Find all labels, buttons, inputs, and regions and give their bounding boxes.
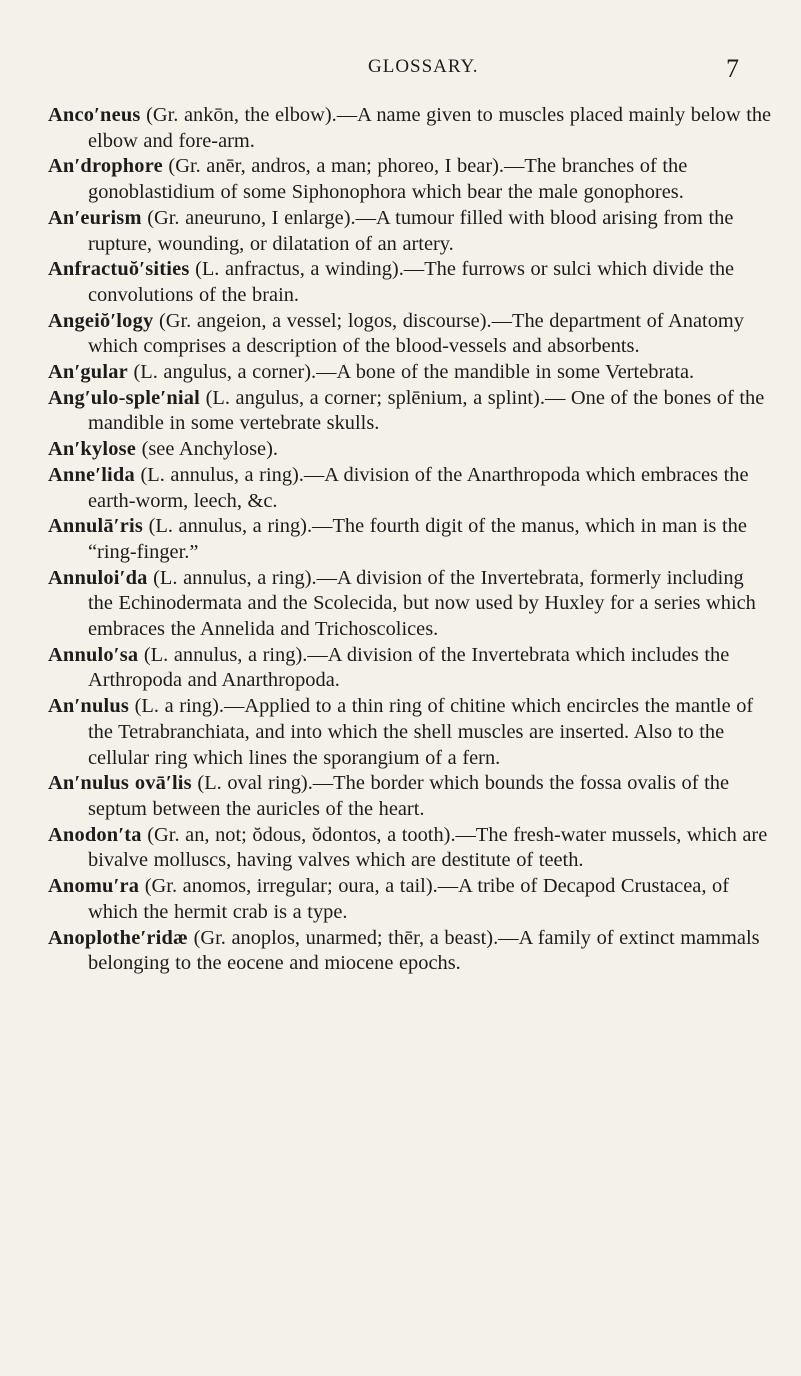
glossary-entry — [48, 771, 772, 822]
glossary-entry — [48, 309, 772, 360]
definition: (L. oval ring).—The border which bounds the fossa ovalis of the septum between the auricles of the heart. — [88, 772, 730, 820]
glossary-entries — [48, 103, 772, 977]
definition: (Gr. anēr, andros, a man; phoreo, I bear).—The branches of the gonoblastidium of some Siphonophora which bear the male gonophores. — [88, 155, 688, 204]
glossary-entry — [48, 206, 772, 257]
headword: Annulo′sa — [48, 643, 139, 666]
headword: Anco′neus — [48, 104, 141, 126]
definition: (L. anfractus, a winding).—The furrows or sulci which divide the convolutions of the brain. — [88, 258, 735, 306]
glossary-entry — [48, 643, 772, 694]
definition: (Gr. anomos, irregular; oura, a tail).—A tribe of Decapod Crustacea, of which the hermit crab is a type. — [88, 875, 729, 923]
headword: Anoplothe′ridæ — [48, 926, 188, 949]
headword: An′kylose — [48, 438, 136, 461]
definition: (Gr. an, not; ŏdous, ŏdontos, a tooth).—The fresh-water mussels, which are bivalve molluscs, having valves which are destitute of teeth. — [88, 823, 768, 872]
headword: An′eurism — [48, 206, 142, 229]
glossary-entry — [48, 823, 772, 874]
glossary-entry — [48, 926, 772, 977]
glossary-entry — [48, 874, 772, 925]
glossary-entry — [48, 103, 772, 154]
running-title: GLOSSARY. — [368, 56, 479, 77]
glossary-entry — [48, 154, 772, 205]
glossary-entry — [48, 514, 772, 565]
headword: Annuloi′da — [48, 566, 148, 589]
headword: Anomu′ra — [48, 875, 140, 898]
page-number: 7 — [726, 54, 739, 83]
glossary-entry — [48, 257, 772, 308]
headword: Ang′ulo-sple′nial — [48, 386, 200, 409]
running-head — [0, 56, 801, 86]
headword: An′nulus ovā′lis — [48, 772, 192, 795]
headword: An′gular — [48, 361, 128, 384]
headword: Annulā′ris — [48, 515, 143, 538]
glossary-entry — [48, 437, 772, 463]
headword: Anfractuŏ′sities — [48, 258, 190, 281]
definition: (Gr. anoplos, unarmed; thēr, a beast).—A family of extinct mammals belonging to the eocene and miocene epochs. — [88, 926, 760, 975]
headword: An′drophore — [48, 155, 163, 178]
definition: (Gr. aneuruno, I enlarge).—A tumour filled with blood arising from the rupture, wounding, or dilatation of an artery. — [88, 206, 734, 255]
definition: (L. angulus, a corner).—A bone of the mandible in some Vertebrata. — [127, 361, 695, 384]
headword: Anodon′ta — [48, 823, 142, 846]
definition: (Gr. ankōn, the elbow).—A name given to muscles placed mainly below the elbow and fore-arm. — [88, 104, 772, 152]
definition: (L. a ring).—Applied to a thin ring of chitine which encircles the mantle of the Tetrabranchiata, and into which the shell muscles are inserted. Also to the cellular ring which lines the sporangium of a fern. — [88, 695, 754, 769]
definition: (L. annulus, a ring).—A division of the Anarthropoda which embraces the earth-worm, leech, &c. — [88, 463, 749, 512]
definition: (L. annulus, a ring).—A division of the Invertebrata which includes the Arthropoda and Anarthropoda. — [88, 643, 730, 692]
headword: An′nulus — [48, 695, 130, 718]
definition: (L. annulus, a ring).—A division of the Invertebrata, formerly including the Echinodermata and the Scolecida, but now used by Huxley for a series which embraces the Annelida and Trichoscolices. — [88, 566, 756, 641]
definition: (see Anchylose). — [135, 438, 278, 461]
definition: (L. annulus, a ring).—The fourth digit of the manus, which in man is the “ring-finger.” — [88, 515, 747, 563]
glossary-entry — [48, 360, 772, 386]
glossary-entry — [48, 566, 772, 643]
definition: (Gr. angeion, a vessel; logos, discourse).—The department of Anatomy which comprises a description of the blood-vessels and absorbents. — [88, 309, 744, 358]
glossary-entry — [48, 463, 772, 514]
glossary-entry — [48, 694, 772, 771]
definition: (L. angulus, a corner; splēnium, a splint).— One of the bones of the mandible in some vertebrate skulls. — [88, 386, 765, 435]
headword: Anne′lida — [48, 463, 135, 486]
headword: Angeiŏ′logy — [48, 309, 154, 332]
glossary-entry — [48, 386, 772, 437]
